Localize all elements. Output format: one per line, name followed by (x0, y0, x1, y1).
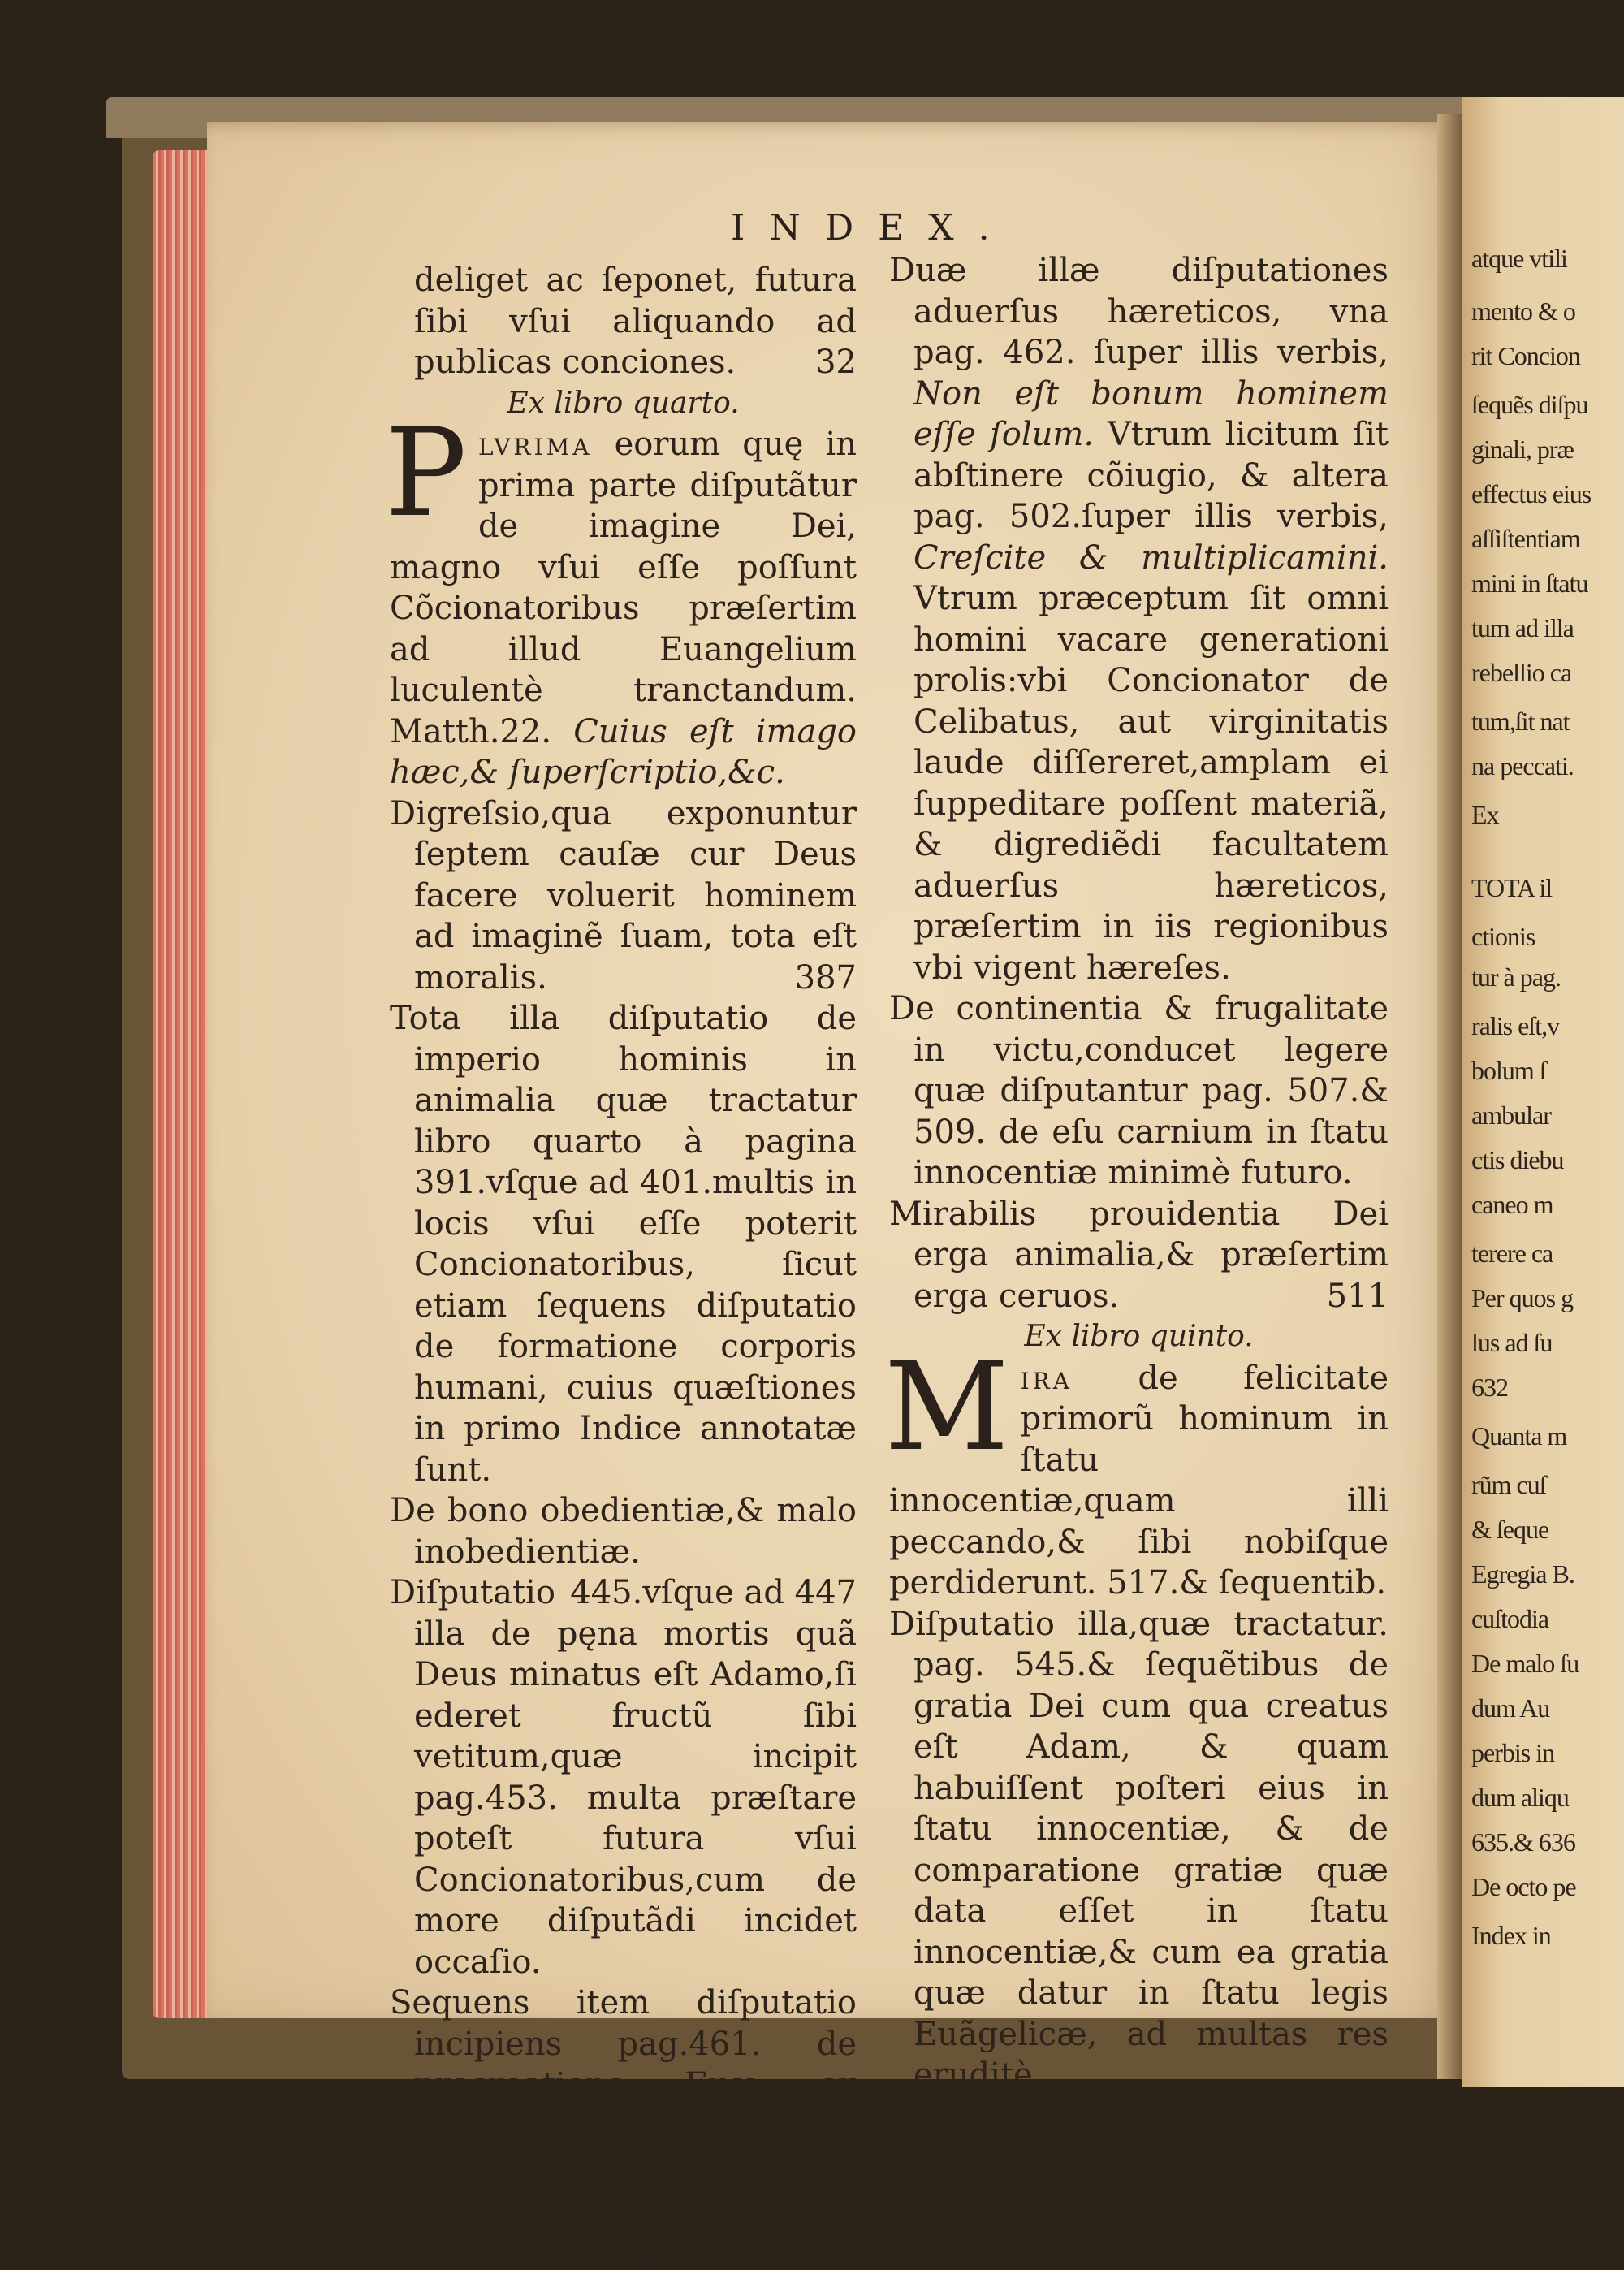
facing-page-line: caneo m (1471, 1190, 1553, 1219)
facing-page-line: effectus eius (1471, 479, 1592, 508)
facing-page-line: Quanta m (1471, 1421, 1567, 1451)
facing-page-line: lus ad ſu (1471, 1328, 1553, 1357)
entry-text: Vtrum licitum ſit abſtinere cõiugio, & altera pag. 502.ſuper illis verbis, (914, 416, 1389, 535)
facing-page-line: atque vtili (1471, 244, 1567, 273)
index-entry (889, 1604, 1389, 2096)
facing-page-line: aſſiſtentiam (1471, 524, 1580, 553)
facing-page-line: ginali, præ (1471, 435, 1574, 464)
index-entry (889, 988, 1389, 1194)
entry-text: Vtrum præceptum ſit omni homini vacare generationi prolis:vbi Concionator de Celibatus, aut virginitatis laude diſſereret,amplam ei ſuppeditare poſſent materiã, & digrediẽdi facultatem aduerſus hæreticos, præſertim in iis regionibus vbi vigent hæreſes. (914, 580, 1389, 987)
facing-page-line: De octo pe (1471, 1872, 1576, 1901)
facing-page-line: ctionis (1471, 922, 1535, 951)
facing-page-line: rebellio ca (1471, 658, 1572, 687)
index-entry (390, 998, 857, 1490)
page-number: 32 (815, 344, 857, 381)
index-entry (889, 1194, 1389, 1317)
italic-quote: Non eſt bonum hominem eſſe ſolum. (914, 374, 1389, 453)
facing-page-line: dum Au (1471, 1693, 1550, 1723)
italic-quote: Creſcite & multiplicamini. (914, 538, 1389, 577)
paragraph-text: eorum quę in prima parte diſputãtur de imagine Dei, magno vſui eſſe poſſunt Cõcionatoribus præſertim ad illud Euangelium luculentè tranctandum. Matth.22. (390, 426, 857, 750)
right-entries (889, 1604, 1389, 2096)
facing-page-line: mini in ſtatu (1471, 569, 1588, 598)
index-entry (390, 793, 857, 999)
page-number: 511 (1326, 1277, 1389, 1315)
index-entry (390, 1490, 857, 1611)
section-heading: Ex libro quinto. (1024, 1320, 1254, 1353)
entry-text: Diſputatio illa de pęna mortis quã Deus minatus eſt Adamo,ſi ederet fructũ ſibi vetitum,quæ incipit pag.453. multa præſtare poteſt futura vſui Concionatoribus,cum de more diſputãdi incidet occaſio. (390, 1574, 857, 1981)
right-column (884, 250, 1389, 2202)
running-head: INDEX. (731, 207, 1014, 249)
drop-cap: P (385, 403, 467, 544)
entry-text: deliget ac ſeponet, futura ſibi vſui aliquando ad publicas conciones. (414, 262, 857, 381)
left-entries (390, 793, 857, 2270)
facing-page-line: 635.& 636 (1471, 1827, 1575, 1857)
facing-page-line: ambular (1471, 1100, 1551, 1130)
section-heading: Ex libro quarto. (507, 386, 740, 420)
facing-page-line: Per quos g (1471, 1283, 1574, 1312)
facing-page-line: perbis in (1471, 1738, 1555, 1767)
paragraph-text: de felicitate primorũ hominum in ſtatu innocentiæ,quam illi peccando,& ſibi nobiſque perdiderunt. 517.& ſequentib. (889, 1359, 1389, 1602)
facing-page-line: De malo ſu (1471, 1649, 1579, 1678)
entry-text: Sequens item diſputatio incipiens pag.461. de procreatione Euæ ex Adamo multa continet,quæ ad populares conciones vtiliter accommodari poſſunt. (390, 1984, 857, 2268)
entry-text: Mirabilis prouidentia Dei erga animalia,& præſertim erga ceruos. (889, 1195, 1389, 1315)
facing-page-line: terere ca (1471, 1239, 1553, 1268)
entry-text: Tota illa diſputatio de imperio hominis in animalia quæ tractatur libro quarto à pagina 391.vſque ad 401.multis in locis vſui eſſe poterit Concionatoribus, ſicut etiam ſequens diſputatio de formatione corporis humani, cuius quæſtiones in primo Indice annotatæ ſunt. (390, 1000, 857, 1489)
facing-page-line: TOTA il (1471, 873, 1553, 902)
entry-text: Diſputatio illa,quæ tractatur. pag. 545.& ſequẽtibus de gratia Dei cum qua creatus eſt Adam, & quam habuiſſent poſteri eius in ſtatu innocentiæ, & de comparatione gratiæ quæ data eſſet in ſtatu innocentiæ,& cum ea gratia quæ datur in ſtatu legis Euãgelicæ, ad multas res eruditè (889, 1605, 1389, 2094)
facing-page-line: rit Concion (1471, 341, 1580, 370)
facing-page-line: ſequẽs diſpu (1471, 390, 1588, 419)
small-caps-lead: ira (1020, 1359, 1073, 1397)
facing-page-line: Ex (1471, 800, 1499, 829)
index-entry (390, 260, 857, 383)
facing-page-line: cuſtodia (1471, 1604, 1549, 1633)
facing-page-line: tur à pag. (1471, 962, 1561, 992)
entry-text: Duæ illæ diſputationes aduerſus hæreticos, vna pag. 462. ſuper illis verbis, (889, 252, 1389, 371)
facing-page-line: bolum ſ (1471, 1056, 1546, 1085)
facing-page-line: mento & o (1471, 296, 1575, 326)
entry-text: Digreſsio,qua exponuntur ſeptem cauſæ cur Deus facere voluerit hominem ad imaginẽ ſuam, tota eſt moralis. (390, 794, 857, 997)
facing-page-line: & ſeque (1471, 1515, 1549, 1544)
facing-page-line: ctis diebu (1471, 1145, 1564, 1174)
facing-page (1462, 97, 1624, 2087)
page-number: 445.vſque ad 447 (570, 1574, 857, 1611)
index-entry (889, 250, 1389, 988)
entry-text: De continentia & frugalitate in victu,conducet legere quæ diſputantur pag. 507.& 509. de eſu carnium in ſtatu innocentiæ minimè futuro. (889, 990, 1389, 1191)
drop-cap: M (884, 1336, 1009, 1478)
entry-text: De bono obedientiæ,& malo inobedientiæ. (390, 1492, 857, 1571)
facing-page-line: tum,ſit nat (1471, 707, 1570, 736)
facing-page-line: Egregia B. (1471, 1559, 1574, 1589)
left-column (385, 260, 857, 2270)
facing-page-line: na peccati. (1471, 751, 1574, 780)
facing-page-line: tum ad illa (1471, 613, 1574, 642)
index-entry (390, 1982, 857, 2270)
facing-page-line: Index in (1471, 1921, 1551, 1950)
facing-page-line: rũm cuſ (1471, 1470, 1546, 1499)
right-entries (889, 988, 1389, 1317)
catchword: atque (1295, 2129, 1389, 2168)
italic-quote: Cuius eſt imago hæc,& ſuperſcriptio,&c. (390, 712, 857, 791)
index-entry (390, 1572, 857, 1982)
page-number: 387 (794, 958, 857, 997)
facing-page-line: dum aliqu (1471, 1783, 1569, 1812)
small-caps-lead: lvrima (477, 426, 593, 463)
facing-page-line: 632 (1471, 1373, 1508, 1402)
facing-page-line: ralis eſt,v (1471, 1011, 1560, 1040)
